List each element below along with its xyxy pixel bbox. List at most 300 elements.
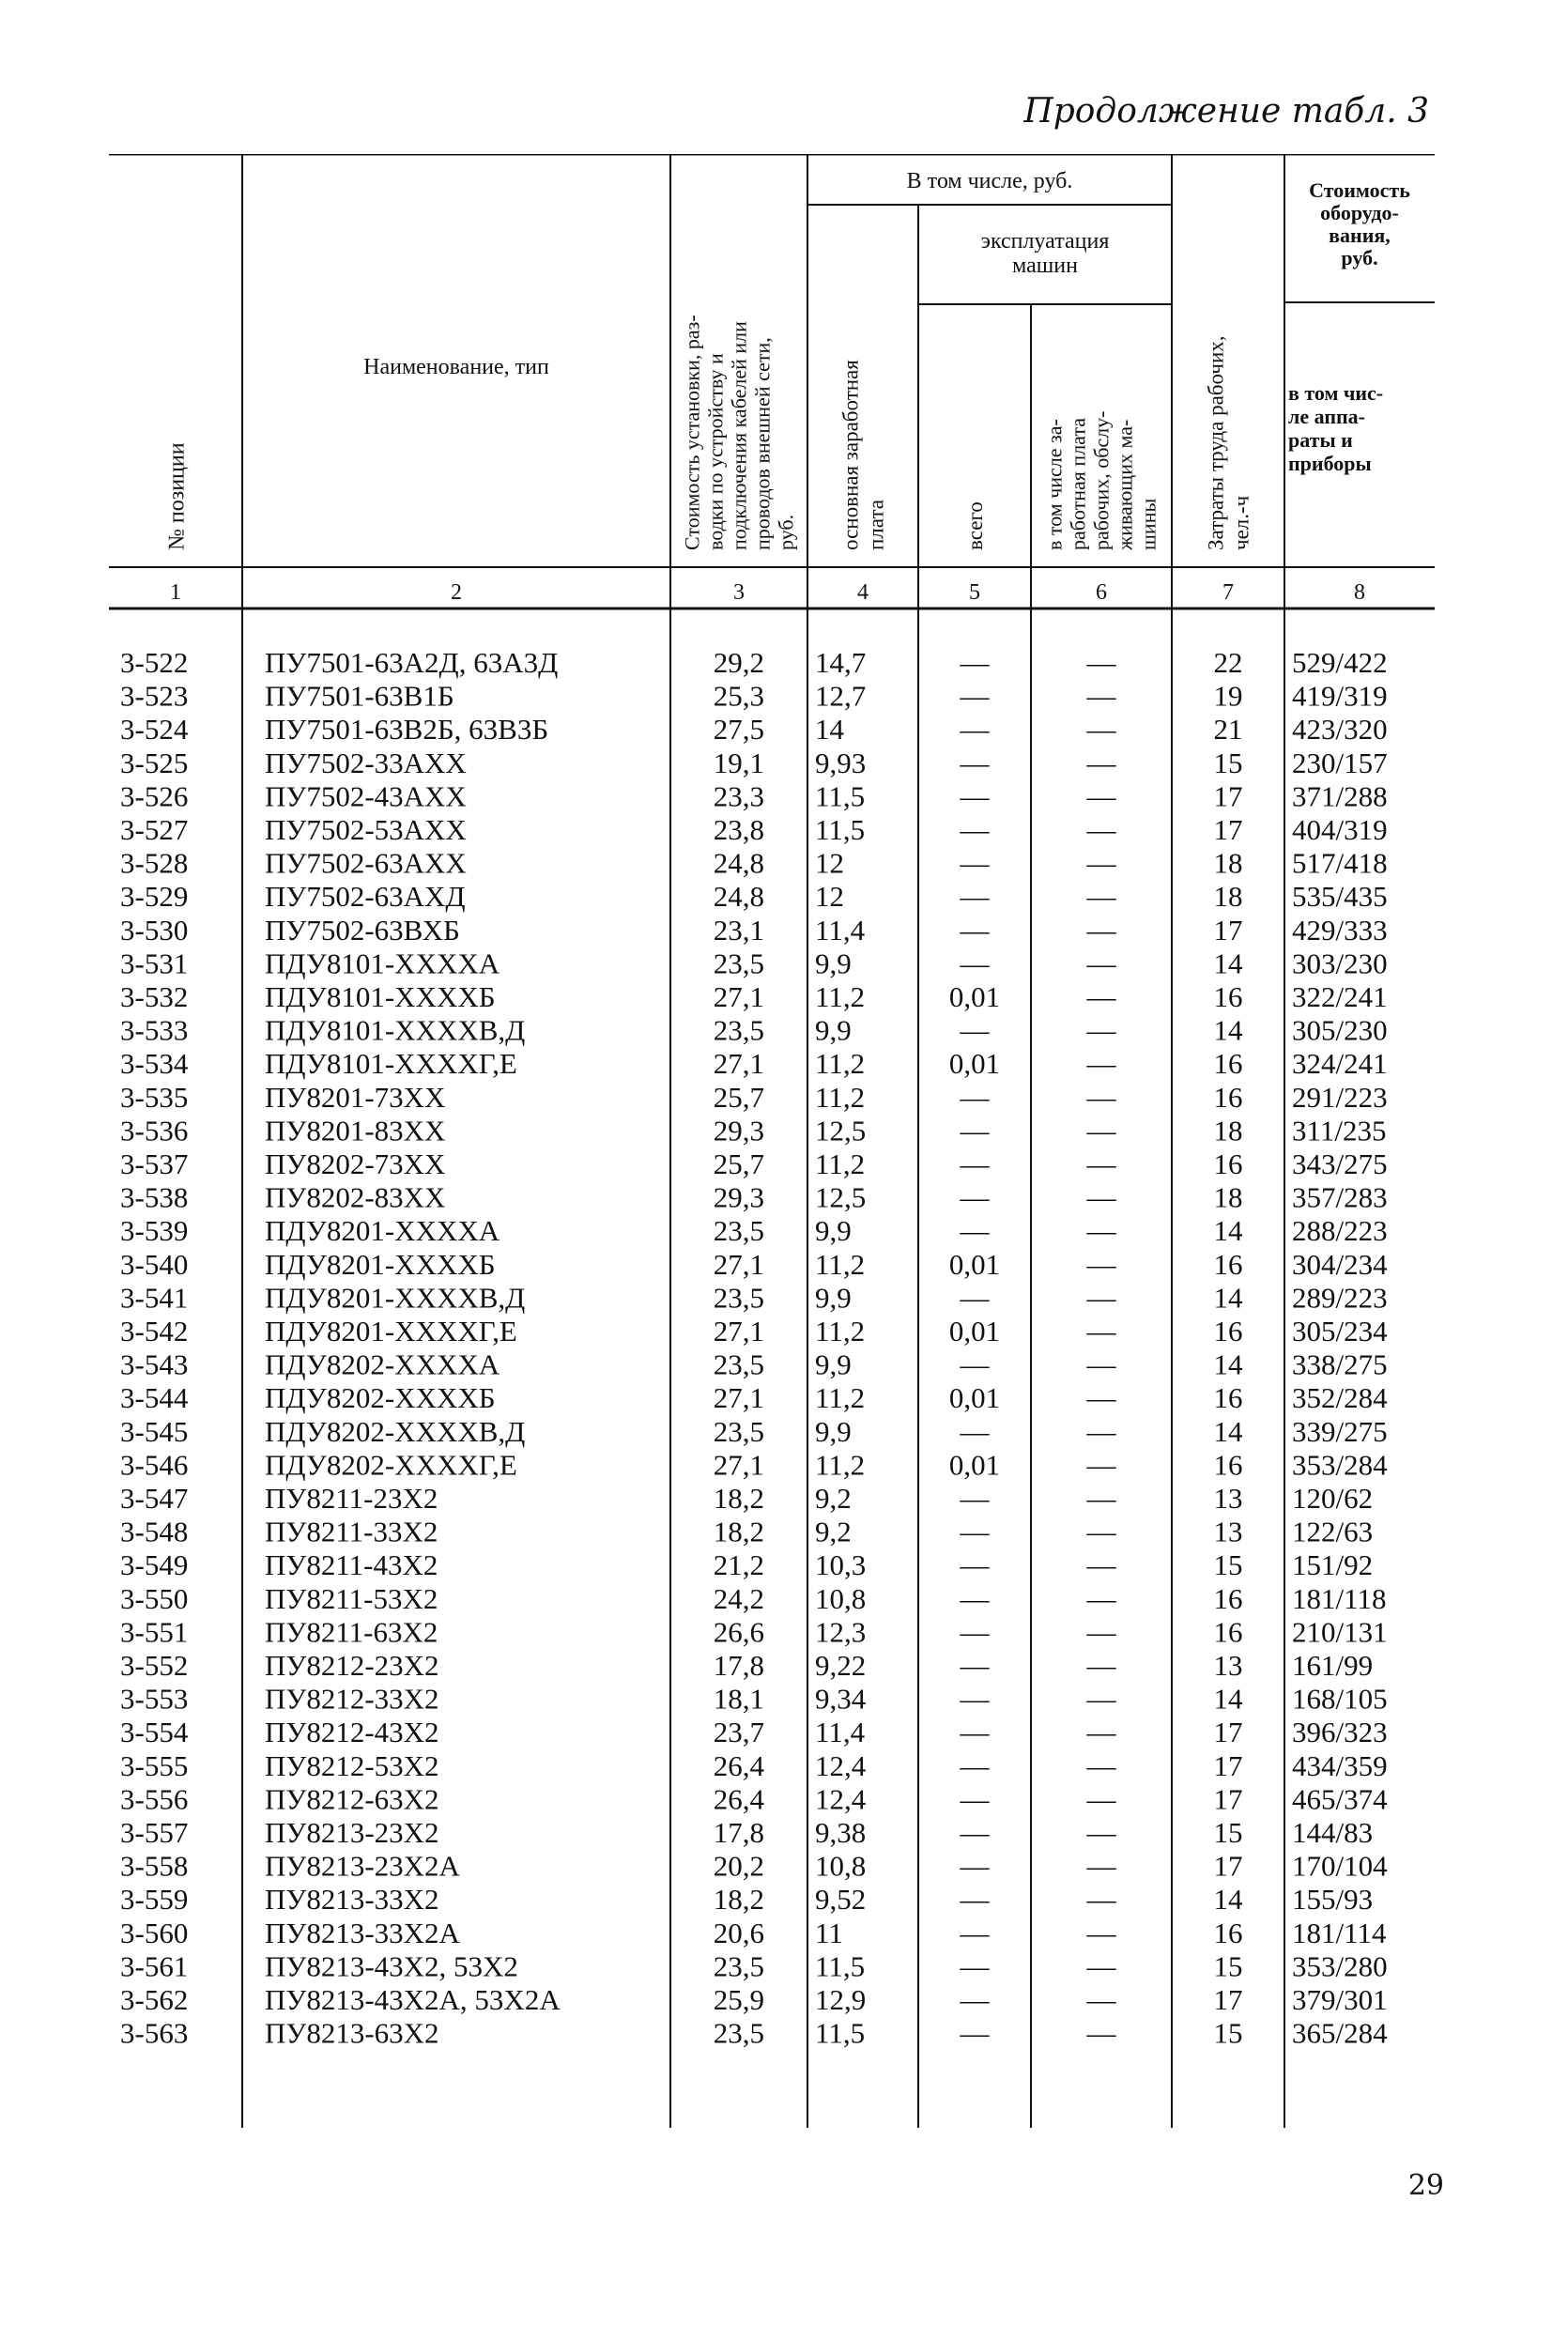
row-machines-total: —	[960, 1147, 990, 1180]
row-machine-salary: —	[1086, 1482, 1116, 1515]
row-install-cost: 25,3	[713, 679, 764, 713]
row-name: ПУ8212-23Х2	[265, 1649, 439, 1682]
row-salary: 12,7	[815, 679, 867, 713]
row-machines-total: —	[960, 746, 990, 779]
row-position: 3-543	[120, 1347, 189, 1381]
row-name: ПУ8211-63Х2	[265, 1615, 438, 1649]
header-machine-salary: шины	[1136, 498, 1161, 550]
row-name: ПДУ8101-ХХХХБ	[265, 980, 496, 1013]
row-equipment: 305/234	[1292, 1315, 1388, 1347]
header-machine-salary: работная плата	[1066, 417, 1090, 550]
row-name: ПДУ8201-ХХХХГ,Е	[265, 1315, 517, 1347]
row-name: ПДУ8202-ХХХХВ,Д	[265, 1414, 526, 1448]
row-equipment: 338/275	[1292, 1347, 1388, 1381]
table-row	[120, 1816, 1373, 1849]
table-row	[120, 747, 1388, 779]
row-install-cost: 23,5	[713, 1214, 764, 1248]
row-labor: 16	[1213, 1047, 1243, 1081]
row-name: ПУ7502-63ВХБ	[265, 913, 460, 947]
row-equipment: 181/114	[1292, 1916, 1387, 1949]
table-row	[120, 914, 1388, 947]
row-name: ПУ8213-33Х2	[265, 1883, 439, 1917]
row-salary: 12,5	[815, 1180, 867, 1214]
row-machines-total: —	[960, 679, 990, 713]
row-name: ПУ8211-53Х2	[265, 1581, 438, 1615]
row-salary: 9,9	[815, 947, 852, 980]
row-name: ПУ8212-33Х2	[265, 1682, 439, 1716]
row-labor: 17	[1213, 1716, 1243, 1749]
row-salary: 11,5	[815, 779, 866, 813]
table-row	[120, 880, 1388, 913]
row-name: ПДУ8202-ХХХХА	[265, 1347, 500, 1381]
row-labor: 17	[1213, 779, 1243, 813]
row-machines-total: 0,01	[948, 1247, 1001, 1281]
row-labor: 16	[1213, 1381, 1243, 1415]
row-machine-salary: —	[1086, 880, 1116, 914]
table-row	[120, 1315, 1388, 1347]
header-equipment-sub: ле аппа-	[1288, 405, 1365, 428]
row-machines-total: —	[960, 1849, 990, 1883]
row-equipment: 339/275	[1292, 1414, 1388, 1448]
header-equipment: руб.	[1341, 246, 1378, 269]
header-labor: Затраты труда рабочих,	[1204, 335, 1228, 550]
table-row	[120, 1649, 1373, 1682]
row-labor: 16	[1213, 1147, 1243, 1180]
row-machines-total: —	[960, 1414, 990, 1448]
row-name: ПУ7502-63АХХ	[265, 846, 467, 880]
row-name: ПУ8201-73ХХ	[265, 1080, 446, 1114]
row-position: 3-538	[120, 1180, 189, 1214]
row-labor: 17	[1213, 1983, 1243, 2016]
row-name: ПДУ8201-ХХХХВ,Д	[265, 1281, 526, 1315]
row-equipment: 371/288	[1292, 779, 1388, 813]
row-name: ПУ8213-33Х2А	[265, 1916, 460, 1949]
row-machine-salary: —	[1086, 813, 1116, 846]
row-install-cost: 23,7	[713, 1716, 764, 1749]
row-name: ПДУ8101-ХХХХВ,Д	[265, 1013, 526, 1047]
cost-table-svg	[109, 154, 1435, 2128]
row-machine-salary: —	[1086, 1247, 1116, 1281]
row-equipment: 210/131	[1292, 1615, 1388, 1649]
table-row	[120, 1181, 1388, 1214]
row-machine-salary: —	[1086, 846, 1116, 880]
row-position: 3-555	[120, 1748, 189, 1782]
row-labor: 16	[1213, 1448, 1243, 1482]
row-machine-salary: —	[1086, 746, 1116, 779]
row-machines-total: 0,01	[948, 980, 1001, 1013]
row-name: ПУ8201-83ХХ	[265, 1114, 446, 1147]
row-install-cost: 23,5	[713, 1949, 764, 1983]
row-machine-salary: —	[1086, 1214, 1116, 1248]
row-machine-salary: —	[1086, 1080, 1116, 1114]
row-labor: 14	[1213, 1682, 1243, 1716]
row-position: 3-561	[120, 1949, 189, 1983]
row-install-cost: 26,4	[713, 1748, 764, 1782]
row-salary: 11,2	[815, 1080, 866, 1114]
row-install-cost: 27,1	[713, 1047, 764, 1081]
row-labor: 16	[1213, 1916, 1243, 1949]
header-install-cost: Стоимость установки, раз-	[680, 315, 704, 550]
table-row	[120, 1615, 1388, 1648]
header-equipment: оборудо-	[1320, 201, 1399, 224]
row-salary: 12,4	[815, 1748, 867, 1782]
table-row	[120, 847, 1388, 880]
table-row	[120, 813, 1388, 846]
row-machine-salary: —	[1086, 2016, 1116, 2050]
row-machines-total: —	[960, 1816, 990, 1849]
row-machine-salary: —	[1086, 1883, 1116, 1917]
header-position: № позиции	[164, 442, 190, 550]
row-salary: 9,9	[815, 1013, 852, 1047]
row-machine-salary: —	[1086, 1615, 1116, 1649]
row-position: 3-541	[120, 1281, 189, 1315]
row-equipment: 304/234	[1292, 1247, 1388, 1281]
row-equipment: 305/230	[1292, 1013, 1388, 1047]
row-install-cost: 29,3	[713, 1180, 764, 1214]
row-salary: 10,3	[815, 1548, 867, 1582]
table-row	[120, 1983, 1388, 2016]
row-position: 3-530	[120, 913, 189, 947]
row-position: 3-523	[120, 679, 189, 713]
row-machine-salary: —	[1086, 1013, 1116, 1047]
row-salary: 11,2	[815, 980, 866, 1013]
row-salary: 12	[815, 846, 844, 880]
page-number: 29	[1407, 2169, 1444, 2202]
row-install-cost: 27,1	[713, 1247, 764, 1281]
row-salary: 9,52	[815, 1883, 867, 1917]
header-machine-salary: рабочих, обслу-	[1089, 410, 1114, 550]
row-install-cost: 19,1	[713, 746, 764, 779]
row-labor: 13	[1213, 1649, 1243, 1682]
row-labor: 17	[1213, 1782, 1243, 1816]
row-position: 3-542	[120, 1315, 189, 1347]
header-equipment: Стоимость	[1309, 178, 1410, 202]
row-position: 3-545	[120, 1414, 189, 1448]
row-machine-salary: —	[1086, 1748, 1116, 1782]
row-equipment: 322/241	[1292, 980, 1388, 1013]
row-position: 3-563	[120, 2016, 189, 2050]
row-install-cost: 18,2	[713, 1883, 764, 1917]
row-name: ПУ8212-43Х2	[265, 1716, 439, 1749]
row-position: 3-540	[120, 1247, 189, 1281]
row-install-cost: 27,1	[713, 980, 764, 1013]
row-equipment: 429/333	[1292, 913, 1388, 947]
row-machine-salary: —	[1086, 1315, 1116, 1347]
header-machine-salary: в том числе за-	[1042, 419, 1067, 550]
row-labor: 15	[1213, 2016, 1243, 2050]
row-labor: 17	[1213, 1748, 1243, 1782]
row-name: ПУ8211-33Х2	[265, 1515, 438, 1548]
row-machine-salary: —	[1086, 980, 1116, 1013]
row-equipment: 396/323	[1292, 1716, 1388, 1749]
row-install-cost: 23,5	[713, 947, 764, 980]
row-install-cost: 17,8	[713, 1649, 764, 1682]
row-equipment: 529/422	[1292, 646, 1388, 679]
row-position: 3-528	[120, 846, 189, 880]
row-install-cost: 20,6	[713, 1916, 764, 1949]
row-position: 3-553	[120, 1682, 189, 1716]
row-equipment: 181/118	[1292, 1581, 1387, 1615]
header-including: В том числе, руб.	[906, 169, 1073, 193]
row-position: 3-560	[120, 1916, 189, 1949]
row-equipment: 535/435	[1292, 880, 1388, 914]
row-install-cost: 23,1	[713, 913, 764, 947]
row-machine-salary: —	[1086, 1281, 1116, 1315]
row-equipment: 288/223	[1292, 1214, 1388, 1248]
table-row	[120, 1582, 1386, 1615]
row-machine-salary: —	[1086, 1816, 1116, 1849]
table-row	[120, 1448, 1388, 1481]
row-machine-salary: —	[1086, 1849, 1116, 1883]
row-equipment: 419/319	[1292, 679, 1388, 713]
row-salary: 9,9	[815, 1347, 852, 1381]
row-name: ПУ7501-63А2Д, 63А3Д	[265, 646, 559, 679]
row-machines-total: —	[960, 1615, 990, 1649]
row-labor: 17	[1213, 1849, 1243, 1883]
table-row	[120, 1147, 1388, 1180]
row-labor: 16	[1213, 980, 1243, 1013]
table-row	[120, 1214, 1388, 1247]
row-equipment: 144/83	[1292, 1816, 1374, 1849]
row-labor: 13	[1213, 1482, 1243, 1515]
row-labor: 14	[1213, 1013, 1243, 1047]
row-machines-total: 0,01	[948, 1448, 1001, 1482]
row-equipment: 170/104	[1292, 1849, 1388, 1883]
row-install-cost: 25,9	[713, 1983, 764, 2016]
row-machines-total: —	[960, 1482, 990, 1515]
table-row	[120, 1047, 1388, 1080]
table-row	[120, 1850, 1388, 1883]
row-equipment: 151/92	[1292, 1548, 1374, 1582]
row-name: ПУ8202-73ХХ	[265, 1147, 446, 1180]
row-machines-total: 0,01	[948, 1047, 1001, 1081]
row-install-cost: 18,2	[713, 1515, 764, 1548]
row-equipment: 352/284	[1292, 1381, 1388, 1415]
row-name: ПУ8211-23Х2	[265, 1482, 438, 1515]
row-install-cost: 17,8	[713, 1816, 764, 1849]
row-machine-salary: —	[1086, 779, 1116, 813]
header-machines: эксплуатация	[980, 229, 1110, 254]
table-row	[120, 1782, 1388, 1815]
table-row	[120, 1348, 1388, 1381]
row-position: 3-551	[120, 1615, 189, 1649]
row-salary: 12,3	[815, 1615, 867, 1649]
row-position: 3-556	[120, 1782, 189, 1816]
row-install-cost: 24,2	[713, 1581, 764, 1615]
row-machines-total: —	[960, 1214, 990, 1248]
row-machines-total: —	[960, 913, 990, 947]
row-machines-total: —	[960, 2016, 990, 2050]
table-row	[120, 1081, 1388, 1114]
row-install-cost: 27,1	[713, 1315, 764, 1347]
row-machines-total: —	[960, 646, 990, 679]
row-labor: 14	[1213, 947, 1243, 980]
table-row	[120, 1516, 1373, 1548]
row-salary: 9,93	[815, 746, 867, 779]
row-machine-salary: —	[1086, 1782, 1116, 1816]
table-row	[120, 1949, 1388, 1982]
row-equipment: 120/62	[1292, 1482, 1374, 1515]
row-machines-total: —	[960, 1515, 990, 1548]
row-equipment: 161/99	[1292, 1649, 1374, 1682]
row-machines-total: —	[960, 779, 990, 813]
header-machine-salary: живающих ма-	[1113, 419, 1137, 550]
row-salary: 9,22	[815, 1649, 867, 1682]
row-salary: 11	[815, 1916, 843, 1949]
row-machines-total: —	[960, 1748, 990, 1782]
row-position: 3-536	[120, 1114, 189, 1147]
row-salary: 11,2	[815, 1247, 866, 1281]
row-salary: 9,34	[815, 1682, 867, 1716]
row-labor: 15	[1213, 1949, 1243, 1983]
row-labor: 18	[1213, 880, 1243, 914]
row-machine-salary: —	[1086, 1581, 1116, 1615]
row-machines-total: —	[960, 1649, 990, 1682]
row-machines-total: —	[960, 1682, 990, 1716]
row-machines-total: —	[960, 880, 990, 914]
page-title: Продолжение табл. 3	[1023, 92, 1429, 131]
row-install-cost: 25,7	[713, 1080, 764, 1114]
row-labor: 14	[1213, 1281, 1243, 1315]
column-number: 4	[857, 580, 869, 605]
row-labor: 17	[1213, 913, 1243, 947]
row-name: ПУ7502-33АХХ	[265, 746, 467, 779]
row-machine-salary: —	[1086, 1047, 1116, 1081]
row-install-cost: 29,2	[713, 646, 764, 679]
row-labor: 18	[1213, 1114, 1243, 1147]
table-row	[120, 2017, 1388, 2050]
table-row	[120, 713, 1388, 746]
header-labor: чел.-ч	[1229, 495, 1253, 550]
row-salary: 14	[815, 713, 844, 747]
row-labor: 18	[1213, 1180, 1243, 1214]
header-install-cost: руб.	[774, 514, 798, 550]
row-machine-salary: —	[1086, 1347, 1116, 1381]
header-equipment-sub: раты и	[1288, 428, 1353, 452]
row-labor: 14	[1213, 1414, 1243, 1448]
row-labor: 17	[1213, 813, 1243, 846]
table-row	[120, 779, 1388, 812]
row-machines-total: 0,01	[948, 1381, 1001, 1415]
row-machines-total: —	[960, 1983, 990, 2016]
row-machine-salary: —	[1086, 1114, 1116, 1147]
column-number: 7	[1222, 580, 1234, 605]
row-salary: 11,4	[815, 1716, 866, 1749]
table-row	[120, 1917, 1387, 1949]
table-row	[120, 1683, 1388, 1716]
row-salary: 9,9	[815, 1414, 852, 1448]
row-equipment: 303/230	[1292, 947, 1388, 980]
row-machine-salary: —	[1086, 713, 1116, 747]
header-salary: основная заработная	[838, 360, 863, 550]
row-labor: 14	[1213, 1214, 1243, 1248]
row-machines-total: —	[960, 846, 990, 880]
row-equipment: 357/283	[1292, 1180, 1388, 1214]
row-install-cost: 23,5	[713, 1347, 764, 1381]
row-equipment: 289/223	[1292, 1281, 1388, 1315]
row-install-cost: 23,5	[713, 2016, 764, 2050]
row-machine-salary: —	[1086, 1381, 1116, 1415]
row-labor: 19	[1213, 679, 1243, 713]
row-position: 3-522	[120, 646, 189, 679]
column-number: 1	[170, 580, 181, 605]
table-row	[120, 947, 1388, 979]
header-total: всего	[963, 501, 988, 550]
row-position: 3-525	[120, 746, 189, 779]
table-row	[120, 1883, 1373, 1916]
header-equipment-sub: приборы	[1288, 452, 1372, 475]
row-machines-total: 0,01	[948, 1315, 1001, 1347]
header-equipment: вания,	[1329, 223, 1391, 247]
row-salary: 11,4	[815, 913, 866, 947]
row-name: ПУ8213-43Х2А, 53Х2А	[265, 1983, 561, 2016]
row-machines-total: —	[960, 1013, 990, 1047]
column-number: 2	[451, 580, 462, 605]
row-labor: 16	[1213, 1247, 1243, 1281]
row-machine-salary: —	[1086, 1682, 1116, 1716]
row-machines-total: —	[960, 713, 990, 747]
table-row	[120, 1415, 1388, 1448]
row-equipment: 291/223	[1292, 1080, 1388, 1114]
row-salary: 11,2	[815, 1047, 866, 1081]
row-salary: 9,9	[815, 1281, 852, 1315]
table-row	[120, 1381, 1388, 1414]
row-name: ПДУ8202-ХХХХГ,Е	[265, 1448, 517, 1482]
row-machine-salary: —	[1086, 1916, 1116, 1949]
row-labor: 13	[1213, 1515, 1243, 1548]
cost-table	[109, 154, 1435, 2128]
row-name: ПУ7501-63В2Б, 63В3Б	[265, 713, 549, 747]
row-name: ПДУ8202-ХХХХБ	[265, 1381, 496, 1415]
row-salary: 12,9	[815, 1983, 867, 2016]
row-name: ПУ7501-63В1Б	[265, 679, 454, 713]
row-install-cost: 24,8	[713, 846, 764, 880]
row-machines-total: —	[960, 1916, 990, 1949]
row-machines-total: —	[960, 1949, 990, 1983]
row-name: ПУ8212-53Х2	[265, 1748, 439, 1782]
row-install-cost: 27,1	[713, 1381, 764, 1415]
header-install-cost: проводов внешней сети,	[750, 337, 775, 550]
row-position: 3-558	[120, 1849, 189, 1883]
row-machine-salary: —	[1086, 1180, 1116, 1214]
row-position: 3-526	[120, 779, 189, 813]
row-machines-total: —	[960, 1782, 990, 1816]
row-equipment: 311/235	[1292, 1114, 1387, 1147]
row-machines-total: —	[960, 1548, 990, 1582]
row-name: ПУ8213-23Х2	[265, 1816, 439, 1849]
column-number: 5	[969, 580, 980, 605]
row-labor: 21	[1213, 713, 1243, 747]
row-labor: 14	[1213, 1883, 1243, 1917]
row-position: 3-549	[120, 1548, 189, 1582]
table-row	[120, 1114, 1386, 1147]
row-machines-total: —	[960, 1180, 990, 1214]
header-install-cost: водки по устройству и	[703, 353, 728, 550]
column-number: 8	[1354, 580, 1365, 605]
row-machines-total: —	[960, 1347, 990, 1381]
row-install-cost: 26,4	[713, 1782, 764, 1816]
row-machine-salary: —	[1086, 1716, 1116, 1749]
row-machine-salary: —	[1086, 1548, 1116, 1582]
row-install-cost: 23,5	[713, 1414, 764, 1448]
row-install-cost: 29,3	[713, 1114, 764, 1147]
row-install-cost: 20,2	[713, 1849, 764, 1883]
row-labor: 15	[1213, 1548, 1243, 1582]
row-salary: 9,9	[815, 1214, 852, 1248]
row-equipment: 353/284	[1292, 1448, 1388, 1482]
row-position: 3-527	[120, 813, 189, 846]
row-machines-total: —	[960, 1581, 990, 1615]
